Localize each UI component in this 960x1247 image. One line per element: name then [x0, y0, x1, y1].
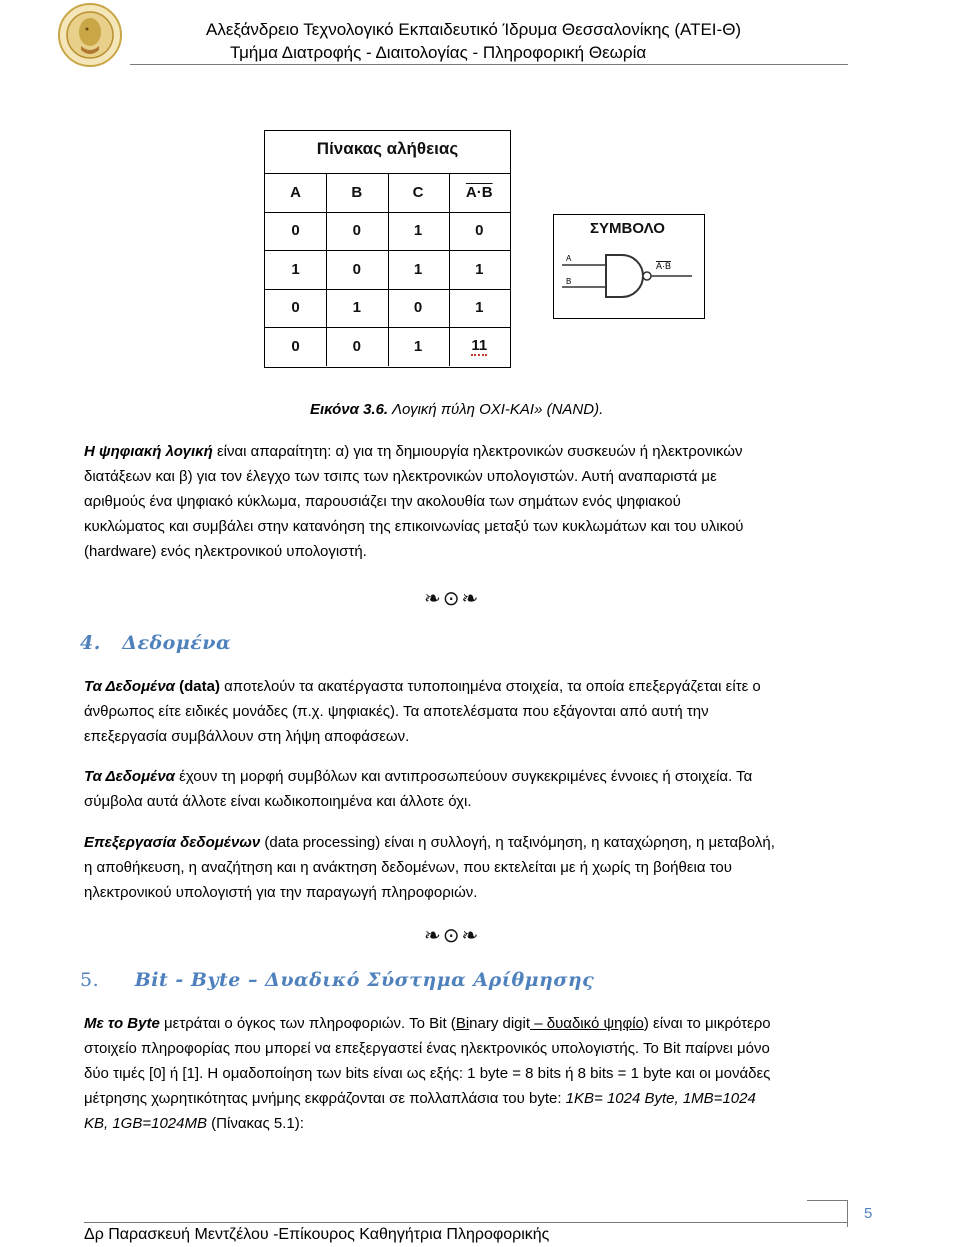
p3-pre: Τα	[84, 768, 106, 785]
figure-caption	[310, 401, 603, 418]
symbol-title: ΣΥΜΒΟΛΟ	[590, 220, 665, 237]
section-ornament-2: ❧⊙❧	[424, 923, 481, 947]
table-cell: 1	[413, 337, 423, 355]
term-data-2: Δεδομένα	[105, 768, 175, 785]
table-cell: 0	[352, 260, 361, 278]
p4-line3: ηλεκτρονικού υπολογιστή για την παραγωγή πληροφοριών.	[84, 884, 478, 901]
nand-symbol-figure	[553, 214, 705, 319]
table-cell: 1	[291, 260, 300, 278]
paragraph-data-processing	[84, 830, 846, 905]
footer-rule	[84, 1222, 848, 1223]
p5-line1a: μετράται ο όγκος των πληροφοριών. Το Bit (	[159, 1015, 456, 1032]
term-data: Δεδομένα	[105, 678, 175, 695]
section-5-number: 5.	[80, 969, 100, 991]
p2-line3: επεξεργασία συμβάλλουν στη λήψη αποφάσεων.	[84, 728, 410, 745]
p5-line5b: (Πίνακας 5.1):	[207, 1115, 304, 1132]
truth-table-title: Πίνακας αλήθειας	[316, 139, 459, 158]
header-department: Τμήμα Διατροφής - Διαιτολογίας - Πληροφορική Θεωρία	[230, 43, 647, 62]
truth-table	[264, 130, 511, 368]
table-cell: 11	[471, 336, 488, 354]
section-4-title: Δεδομένα	[122, 632, 232, 654]
p3-line1: έχουν τη μορφή συμβόλων και αντιπροσωπεύουν συγκεκριμένες έννοιες ή στοιχεία. Τα	[174, 768, 753, 785]
section-5-title: Bit - Byte – Δυαδικό Σύστημα Αρίθμησης	[134, 969, 595, 991]
p1-line4: κυκλώματος και συμβάλει στην κατανόηση της επικοινωνίας μεταξύ των κυκλωμάτων και του υλικού	[84, 518, 744, 535]
p5-nary: nary digit	[469, 1015, 531, 1032]
caption-label: Εικόνα 3.6.	[310, 401, 389, 418]
section-4-number: 4.	[80, 632, 101, 654]
university-seal-logo	[57, 2, 123, 68]
p5-line3: δύο τιμές [0] ή [1]. Η ομαδοποίηση των bits είναι ως εξής: 1 byte = 8 bits ή 8 bits = 1 byte και οι μονάδες	[84, 1065, 771, 1082]
p5-units-2: KB, 1GB=1024MB	[84, 1115, 207, 1132]
p2-line1: αποτελούν τα ακατέργαστα τυποποιημένα στοιχεία, τα οποία επεξεργάζεται είτε ο	[219, 678, 761, 695]
p2-line2: άνθρωπος είτε ειδικές μονάδες (π.χ. ψηφιακές). Τα αποτελέσματα που εξάγονται από αυτή την	[84, 703, 709, 720]
term-byte: Με το Byte	[84, 1015, 160, 1032]
section-4-heading	[80, 632, 231, 654]
p1-line3: αριθμούς ένα ψηφιακό κύκλωμα, παρουσιάζει την ακολουθία των σημάτων ενός ψηφιακού	[84, 493, 681, 510]
symbol-input-b: B	[566, 277, 572, 286]
p5-dash: –	[530, 1015, 547, 1032]
section-ornament: ❧⊙❧	[424, 586, 481, 610]
p5-units: 1KB= 1024 Byte, 1MB=1024	[565, 1090, 756, 1107]
footer-author: Δρ Παρασκευή Μεντζέλου -Επίκουρος Καθηγήτρια Πληροφορικής	[84, 1226, 550, 1243]
term-data-en: (data)	[174, 678, 220, 695]
table-cell: 0	[475, 222, 484, 240]
p1-line5: (hardware) ενός ηλεκτρονικού υπολογιστή.	[84, 543, 367, 560]
paragraph-bit-byte	[84, 1011, 846, 1136]
table-cell: 1	[413, 260, 423, 278]
p1-line1: είναι απαραίτητη: α) για τη δημιουργία ηλεκτρονικών συσκευών ή ηλεκτρονικών	[212, 443, 743, 460]
table-header-cell: B	[351, 183, 363, 201]
p5-line4a: μέτρησης χωρητικότητας μνήμης εκφράζονται σε πολλαπλάσια του byte:	[84, 1090, 566, 1107]
term-digital-logic: Η ψηφιακή λογική	[84, 443, 213, 460]
paragraph-data-symbols	[84, 764, 846, 814]
p3-line2: σύμβολα αυτά άλλοτε είναι κωδικοποιημένα και άλλοτε όχι.	[84, 793, 472, 810]
caption-text: Λογική πύλη ΟΧΙ-ΚΑΙ» (NAND).	[388, 401, 604, 418]
table-cell: 0	[352, 337, 361, 355]
section-5-heading	[80, 969, 594, 991]
page-number: 5	[864, 1205, 873, 1222]
truth-table-grid	[265, 173, 510, 366]
table-cell: 0	[291, 299, 300, 317]
p5-bi: Bi	[455, 1015, 470, 1032]
symbol-output-label: A·B	[656, 261, 672, 271]
p4-line1: (data processing) είναι η συλλογή, η ταξινόμηση, η καταχώρηση, η μεταβολή,	[260, 834, 775, 851]
paragraph-digital-logic	[84, 439, 846, 564]
nand-gate-icon	[554, 241, 704, 317]
table-cell: 1	[413, 222, 423, 240]
table-cell: 0	[352, 222, 361, 240]
table-header-cell: A·B	[465, 183, 493, 201]
p1-line2: διατάξεων και β) για τον έλεγχο των τσιπς των ηλεκτρονικών υπολογιστών. Αυτή αναπαριστά με	[84, 468, 717, 485]
header-institution: Αλεξάνδρειο Τεχνολογικό Εκπαιδευτικό Ίδρυμα Θεσσαλονίκης (ΑΤΕΙ-Θ)	[206, 20, 742, 39]
table-cell: 0	[291, 337, 300, 355]
p5-line1c: ) είναι το μικρότερο	[643, 1015, 771, 1032]
p4-line2: η αποθήκευση, η αναζήτηση και η ανάκτηση δεδομένων, που εκτελείται με ή χωρίς τη βοήθεια του	[84, 859, 732, 876]
term-data-processing: Επεξεργασία δεδομένων	[84, 834, 261, 851]
table-header-cell: C	[412, 183, 424, 201]
p5-binary-digit: δυαδικό ψηφίο	[546, 1015, 644, 1032]
table-cell: 0	[291, 222, 300, 240]
symbol-input-a: A	[566, 254, 572, 263]
table-cell: 1	[475, 299, 484, 317]
table-cell: 0	[413, 299, 423, 317]
table-cell: 1	[352, 299, 361, 317]
table-header-cell: A	[290, 183, 301, 201]
paragraph-data-definition	[84, 674, 846, 749]
header-rule	[130, 64, 848, 65]
p2-pre: Τα	[84, 678, 106, 695]
p5-line2: στοιχείο πληροφορίας που μπορεί να επεξεργαστεί ένας ηλεκτρονικός υπολογιστής. Το Bit παίρνει μόνο	[84, 1040, 770, 1057]
table-cell: 1	[475, 260, 484, 278]
